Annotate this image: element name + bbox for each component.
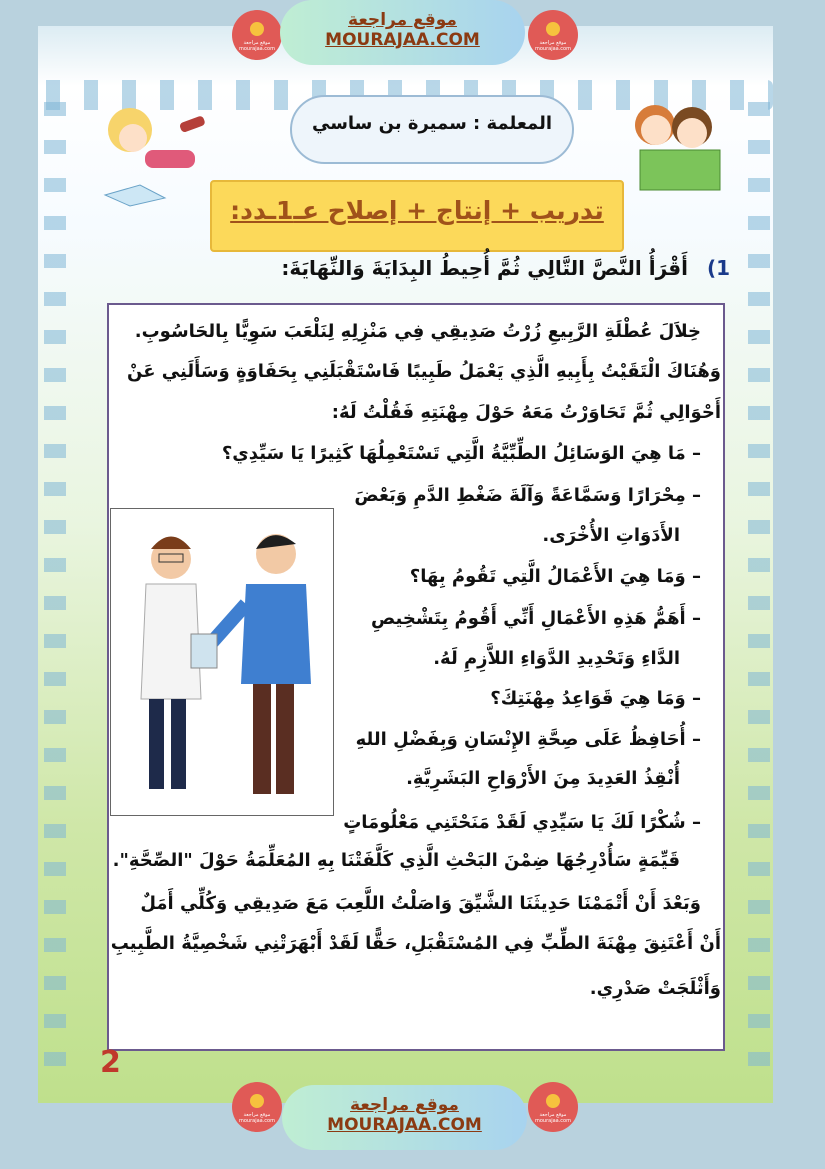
doctor-patient-illustration bbox=[110, 508, 334, 816]
watermark-arabic: موقع مراجعة bbox=[350, 1095, 459, 1115]
title-banner bbox=[210, 180, 624, 252]
flower-border-left bbox=[44, 90, 66, 1080]
site-logo-icon: موقع مراجعة mourajaa.com bbox=[528, 10, 578, 60]
text-line: – أَهَمُّ هَذِهِ الأَعْمَالِ أَنِّي أَقُومُ بِتَشْخِيصِ bbox=[370, 608, 701, 629]
site-logo-icon: موقع مراجعة mourajaa.com bbox=[232, 1082, 282, 1132]
instruction-text: أَقْرَأُ النَّصَّ التَّالِي ثُمَّ أُحِيطُ البِدَايَةَ وَالنِّهَايَةَ: bbox=[281, 256, 688, 280]
instruction-number: 1) bbox=[706, 256, 730, 280]
text-line: أَحْوَالِي ثُمَّ تَحَاوَرْتُ مَعَهُ حَوْلَ مِهْنَتِهِ فَقُلْتُ لَهُ: bbox=[331, 402, 721, 423]
kids-reading-illustration bbox=[620, 95, 730, 195]
teacher-name: المعلمة : سميرة بن ساسي bbox=[311, 113, 553, 134]
text-line: خِلاَلَ عُطْلَةِ الرَّبِيعِ زُرْتُ صَدِيقِي فِي مَنْزِلِهِ لِنَلْعَبَ سَوِيًّا بِالحَاسُوبِ. bbox=[134, 321, 701, 342]
watermark-latin: MOURAJAA.COM bbox=[327, 1115, 482, 1135]
text-line: – مِحْرَارًا وَسَمَّاعَةً وَآلَةَ ضَغْطِ الدَّمِ وَبَعْضَ bbox=[354, 485, 701, 506]
text-line: – مَا هِيَ الوَسَائِلُ الطِّبِّيَّةُ الَّتِي تَسْتَعْمِلُهَا كَثِيرًا يَا سَيِّدِي؟ bbox=[221, 443, 701, 464]
text-line: – وَمَا هِيَ الأَعْمَالُ الَّتِي تَقُومُ بِهَا؟ bbox=[409, 566, 701, 587]
text-line: أُنْقِذُ العَدِيدَ مِنَ الأَرْوَاحِ البَشَرِيَّةِ. bbox=[406, 768, 680, 789]
page-number: 2 bbox=[100, 1045, 121, 1080]
text-line: وَأَثْلَجَتْ صَدْرِي. bbox=[589, 978, 721, 999]
watermark-bottom[interactable] bbox=[282, 1085, 527, 1150]
text-line: وَبَعْدَ أَنْ أَتْمَمْنَا حَدِيثَنَا الشَّيِّقَ وَاصَلْتُ اللَّعِبَ مَعَ صَدِيقِي وَكُلِّي أَمَلٌ bbox=[140, 893, 701, 914]
girl-reading-illustration bbox=[95, 100, 215, 210]
text-line: قَيِّمَةٍ سَأُدْرِجُهَا ضِمْنَ البَحْثِ الَّذِي كَلَّفَتْنَا بِهِ المُعَلِّمَةُ حَوْلَ "الصِّحَّةِ". bbox=[112, 850, 680, 871]
watermark-latin: MOURAJAA.COM bbox=[325, 30, 480, 50]
instruction bbox=[281, 256, 730, 280]
text-line: الدَّاءِ وَتَحْدِيدِ الدَّوَاءِ اللاَّزِمِ لَهُ. bbox=[433, 648, 680, 669]
teacher-name-cloud bbox=[290, 95, 574, 164]
flower-border-right bbox=[748, 90, 770, 1080]
text-line: وَهُنَاكَ الْتَقَيْتُ بِأَبِيهِ الَّذِي يَعْمَلُ طَبِيبًا فَاسْتَقْبَلَنِي بِحَفَاوَةٍ وَسَأَلَنِي عَنْ bbox=[127, 361, 721, 382]
text-line: الأَدَوَاتِ الأُخْرَى. bbox=[542, 525, 680, 546]
site-logo-icon: موقع مراجعة mourajaa.com bbox=[232, 10, 282, 60]
text-line: – أُحَافِظُ عَلَى صِحَّةِ الإِنْسَانِ وَبِفَضْلِ اللهِ bbox=[355, 729, 701, 750]
text-line: أَنْ أَعْتَنِقَ مِهْنَةَ الطِّبِّ فِي المُسْتَقْبَلِ، حَقًّا لَقَدْ أَبْهَرَتْنِي شَخْصِيَّةُ الطَّبِيبِ bbox=[110, 933, 721, 954]
site-logo-icon: موقع مراجعة mourajaa.com bbox=[528, 1082, 578, 1132]
worksheet-title: تدريب + إنتاج + إصلاح عـ1ـدد: bbox=[230, 196, 604, 225]
watermark-top[interactable] bbox=[280, 0, 525, 65]
watermark-arabic: موقع مراجعة bbox=[348, 10, 457, 30]
text-line: – شُكْرًا لَكَ يَا سَيِّدِي لَقَدْ مَنَحْتَنِي مَعْلُومَاتٍ bbox=[343, 812, 701, 833]
text-line: – وَمَا هِيَ قَوَاعِدُ مِهْنَتِكَ؟ bbox=[490, 688, 701, 709]
